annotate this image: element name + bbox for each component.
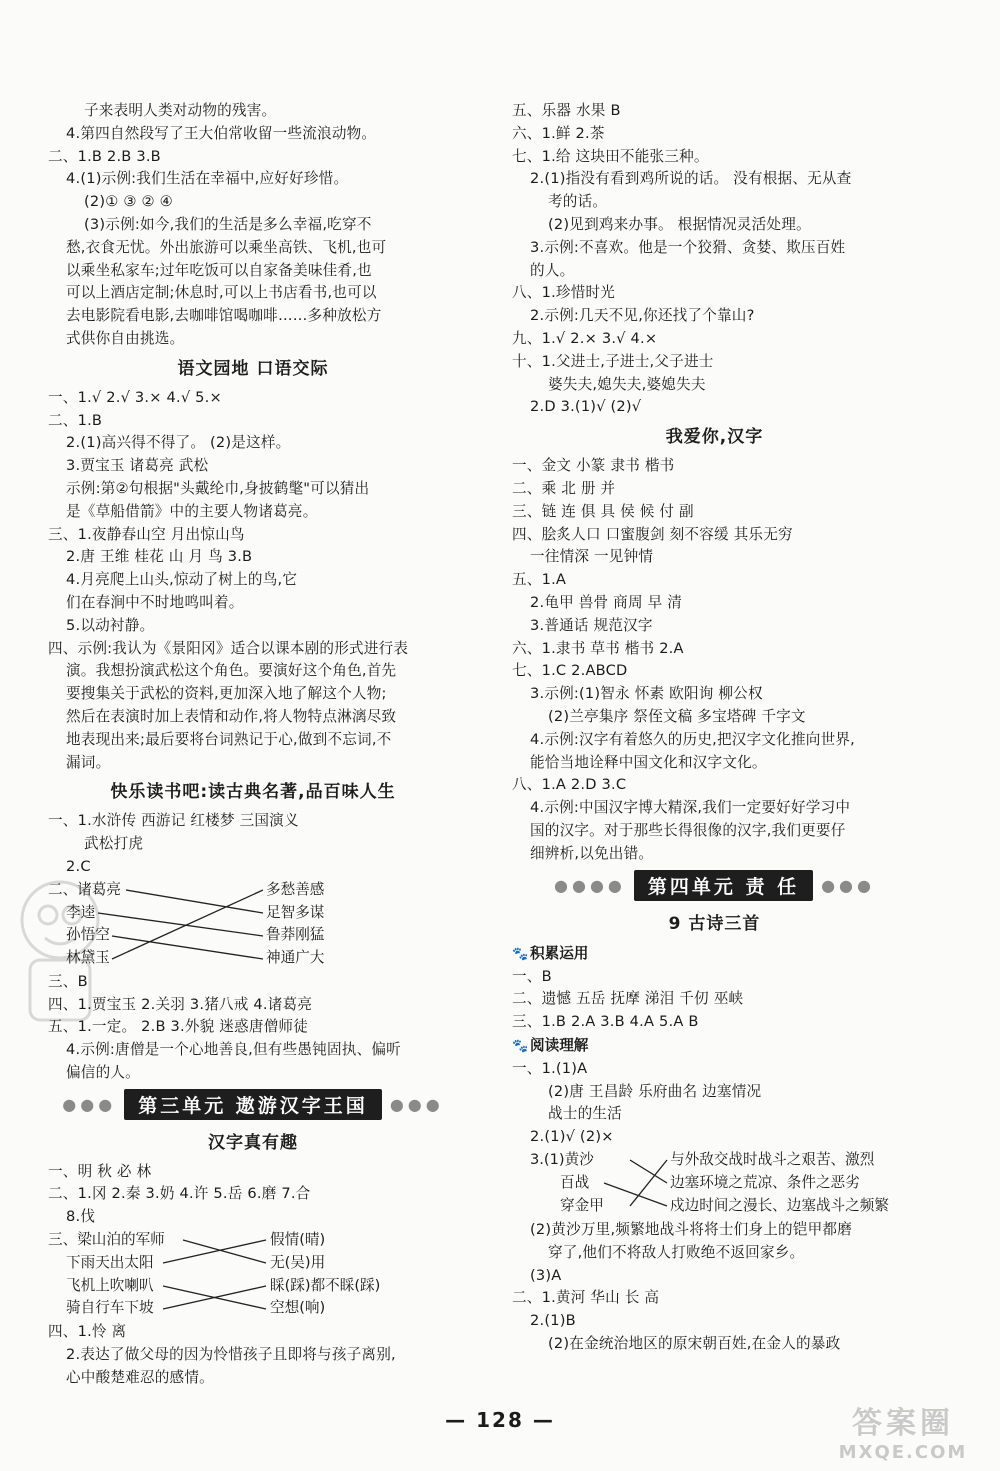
text-line: 4.示例:唐僧是一个心地善良,但有些愚钝固执、偏听 <box>66 1041 401 1059</box>
text-line: 2.龟甲 兽骨 商周 早 清 <box>530 593 683 611</box>
text-line: 穿了,他们不将敌人打败绝不返回家乡。 <box>548 1243 805 1261</box>
match-right: 神通广大 <box>266 949 325 967</box>
match-right: 假情(晴) <box>270 1231 326 1249</box>
left-column <box>48 100 458 1389</box>
match-left: 李逵 <box>66 903 96 921</box>
watermark <box>828 1398 978 1463</box>
text-line: 2.(1)指没有看到鸡所说的话。 没有根据、无从查 <box>530 170 852 188</box>
matching-exercise <box>48 879 458 971</box>
match-left: 穿金甲 <box>560 1196 604 1214</box>
match-row <box>512 1149 917 1172</box>
matching-exercise <box>512 1149 917 1219</box>
text-line: 五、1.A <box>512 571 567 589</box>
text-line: 二、1.B <box>48 411 103 429</box>
text-line: 3.示例:不喜欢。他是一个狡猾、贪婪、欺压百姓 <box>530 238 846 256</box>
match-row <box>48 1297 458 1320</box>
text-line: 二、1.B 2.B 3.B <box>48 147 161 165</box>
text-line: 的人。 <box>530 261 575 279</box>
text-line: 8.伐 <box>66 1208 96 1226</box>
read-block <box>512 1058 917 1356</box>
text-line: 去电影院看电影,去咖啡馆喝咖啡……多种放松方 <box>66 307 382 325</box>
text-line: 四、1.怜 离 <box>48 1323 127 1341</box>
text-line: (2)兰亭集序 祭侄文稿 多宝塔碑 千字文 <box>548 707 806 725</box>
text-line: 4.示例:中国汉字博大精深,我们一定要好好学习中 <box>530 799 851 817</box>
text-line: 二、1.黄河 华山 长 高 <box>512 1289 660 1307</box>
text-line: 2.(1)√ (2)× <box>530 1128 614 1146</box>
text-line: (2)唐 王昌龄 乐府曲名 边塞情况 <box>548 1082 762 1100</box>
text-line: 要搜集关于武松的资料,更加深入地了解这个人物; <box>66 685 387 703</box>
match-row <box>48 1275 458 1298</box>
paw-icon: 🐾 <box>512 1038 529 1054</box>
text-line: 三、1.B 2.A 3.B 4.A 5.A B <box>512 1013 699 1031</box>
text-line: 十、1.父进士,子进士,父子进士 <box>512 352 714 370</box>
garden-block <box>48 387 458 775</box>
text-line: 4.第四自然段写了王大伯常收留一些流浪动物。 <box>66 124 377 142</box>
text-line: 4.示例:汉字有着悠久的历史,把汉字文化推向世界, <box>530 730 855 748</box>
paw-icon: 🐾 <box>512 946 529 962</box>
text-line: 一、明 秋 必 林 <box>48 1162 152 1180</box>
unit-banner-3 <box>48 1085 458 1125</box>
match-left: 下雨天出太阳 <box>66 1253 154 1271</box>
text-line: 三、1.夜静春山空 月出惊山鸟 <box>48 525 245 543</box>
text-line: 2.D 3.(1)√ (2)√ <box>530 398 642 416</box>
match-row <box>48 1229 458 1252</box>
text-line: 三、B <box>48 972 88 990</box>
dots-decoration: ●●● <box>62 1095 117 1115</box>
love-block <box>512 455 917 865</box>
text-line: 愁,衣食无忧。外出旅游可以乘坐高铁、飞机,也可 <box>66 238 387 256</box>
dots-decoration: ●●● <box>389 1095 444 1115</box>
text-line: 一、1.√ 2.√ 3.× 4.√ 5.× <box>48 388 222 406</box>
unit-banner-4 <box>512 866 917 906</box>
match-left: 林黛玉 <box>66 949 110 967</box>
text-line: 一、1.(1)A <box>512 1059 588 1077</box>
text-line: 漏词。 <box>66 753 111 771</box>
text-line: 一、B <box>512 967 552 985</box>
text-line: 3.普通话 规范汉字 <box>530 616 653 634</box>
match-row <box>512 1172 917 1195</box>
match-left: 飞机上吹喇叭 <box>66 1276 154 1294</box>
text-line: (3)示例:如今,我们的生活是多么幸福,吃穿不 <box>84 215 372 233</box>
match-right: 足智多谋 <box>266 903 325 921</box>
text-line: 武松打虎 <box>84 835 144 853</box>
text-line: 偏信的人。 <box>66 1063 140 1081</box>
text-line: 婆失夫,媳失夫,婆媳失夫 <box>548 375 706 393</box>
text-line: 然后在表演时加上表情和动作,将人物特点淋漓尽致 <box>66 707 397 725</box>
subsection-reading <box>512 1034 917 1058</box>
text-line: 六、1.隶书 草书 楷书 2.A <box>512 639 684 657</box>
text-line: 可以上酒店定制;休息时,可以上书店看书,也可以 <box>66 284 377 302</box>
text-line: 八、1.A 2.D 3.C <box>512 776 627 794</box>
text-line: 们在春涧中不时地鸣叫着。 <box>66 593 244 611</box>
text-line: 二、乘 北 册 并 <box>512 479 616 497</box>
section-title-reading: 快乐读书吧:读古典名著,品百味人生 <box>110 782 396 803</box>
dots-decoration: ●●●● <box>554 876 626 895</box>
intro-block <box>48 100 458 351</box>
accum-block <box>512 966 917 1034</box>
text-line: 2.(1)高兴得不得了。 (2)是这样。 <box>66 434 291 452</box>
text-line: 三、链 连 俱 具 侯 候 付 副 <box>512 502 694 520</box>
text-line: 考的话。 <box>548 193 608 211</box>
text-line: 2.C <box>66 857 91 875</box>
text-line: (2)① ③ ② ④ <box>84 193 173 211</box>
match-left: 骑自行车下坡 <box>66 1299 154 1317</box>
unit-title: 第四单元 责 任 <box>634 870 813 901</box>
text-line: 能恰当地诠释中国文化和汉字文化。 <box>530 753 767 771</box>
text-line: 四、脍炙人口 口蜜腹剑 刻不容缓 其乐无穷 <box>512 525 793 543</box>
text-line: 细辨析,以免出错。 <box>530 844 654 862</box>
match-row <box>48 924 458 947</box>
subsection-accumulation <box>512 942 917 966</box>
text-line: 战士的生活 <box>548 1105 622 1123</box>
text-line: 地表现出来;最后要将台词熟记于心,做到不忘词,不 <box>66 730 392 748</box>
text-line: 3.示例:(1)智永 怀素 欧阳询 柳公权 <box>530 685 763 703</box>
text-line: 是《草船借箭》中的主要人物诸葛亮。 <box>66 502 318 520</box>
match-row <box>48 902 458 925</box>
section-title-garden: 语文园地 口语交际 <box>177 358 329 379</box>
text-line: 五、1.一定。 2.B 3.外貌 迷惑唐僧师徒 <box>48 1018 309 1036</box>
text-line: (2)见到鸡来办事。 根据情况灵活处理。 <box>548 215 811 233</box>
text-line: 式供你自由挑选。 <box>66 329 185 347</box>
unit-title: 第三单元 遨游汉字王国 <box>124 1089 382 1120</box>
match-right: 多愁善感 <box>266 880 325 898</box>
text-line: 4.(1)示例:我们生活在幸福中,应好好珍惜。 <box>66 170 349 188</box>
watermark-url: MXQE.COM <box>838 1442 968 1463</box>
top-block <box>512 100 917 419</box>
text-line: 一、金文 小篆 隶书 楷书 <box>512 457 675 475</box>
page-number: — 128 — <box>445 1408 555 1432</box>
match-left: 3.(1)黄沙 <box>530 1151 594 1169</box>
match-right: 空想(响) <box>270 1299 326 1317</box>
match-left: 三、梁山泊的军师 <box>48 1231 165 1249</box>
match-left: 二、诸葛亮 <box>48 880 121 898</box>
section-title-hanzi: 汉字真有趣 <box>208 1132 298 1153</box>
text-line: 二、遗憾 五岳 抚摩 涕泪 千仞 巫峡 <box>512 990 744 1008</box>
text-line: 3.贾宝玉 诸葛亮 武松 <box>66 457 209 475</box>
match-right: 鲁莽刚猛 <box>266 926 325 944</box>
match-row <box>48 879 458 902</box>
text-line: 六、1.鲜 2.茶 <box>512 124 605 142</box>
section-title-love: 我爱你,汉字 <box>665 427 764 448</box>
reading-block <box>48 810 458 1084</box>
text-line: 示例:第②句根据"头戴纶巾,身披鹤氅"可以猜出 <box>66 479 370 497</box>
text-line: 国的汉字。对于那些长得很像的汉字,我们更要仔 <box>530 821 846 839</box>
match-row <box>48 1252 458 1275</box>
text-line: 七、1.给 这块田不能张三种。 <box>512 147 709 165</box>
text-line: 演。我想扮演武松这个角色。要演好这个角色,首先 <box>66 662 397 680</box>
text-line: (2)黄沙万里,频繁地战斗将将士们身上的铠甲都磨 <box>530 1221 852 1239</box>
text-line: 一、1.水浒传 西游记 红楼梦 三国演义 <box>48 812 299 830</box>
match-right: 睬(踩)都不睬(踩) <box>270 1276 381 1294</box>
text-line: 四、1.贾宝玉 2.关羽 3.猪八戒 4.诸葛亮 <box>48 995 313 1013</box>
text-line: 2.表达了做父母的因为怜惜孩子且即将与孩子离别, <box>66 1345 396 1363</box>
text-line: 九、1.√ 2.× 3.√ 4.× <box>512 329 658 347</box>
text-line: (2)在金统治地区的原宋朝百姓,在金人的暴政 <box>548 1335 841 1353</box>
match-left: 孙悟空 <box>66 926 110 944</box>
subsection-label: 阅读理解 <box>530 1036 589 1054</box>
match-left: 百战 <box>560 1173 590 1191</box>
text-line: 2.示例:几天不见,你还找了个靠山? <box>530 307 755 325</box>
match-row <box>512 1195 917 1218</box>
watermark-logo: 答案圈 <box>852 1406 954 1441</box>
text-line: 2.(1)B <box>530 1312 576 1330</box>
match-right: 边塞环境之荒凉、条件之恶劣 <box>670 1173 860 1191</box>
match-right: 无(吴)用 <box>270 1253 326 1271</box>
hanzi-block <box>48 1161 458 1390</box>
text-line: 5.以动衬静。 <box>66 616 155 634</box>
matching-exercise <box>48 1229 458 1321</box>
text-line: 五、乐器 水果 B <box>512 102 621 119</box>
text-line: 一往情深 一见钟情 <box>530 548 654 566</box>
text-line: 二、1.冈 2.秦 3.奶 4.许 5.岳 6.磨 7.合 <box>48 1185 311 1203</box>
right-column <box>512 100 917 1356</box>
dots-decoration: ●●● <box>821 876 875 895</box>
text-line: 八、1.珍惜时光 <box>512 284 616 302</box>
text-line: 4.月亮爬上山头,惊动了树上的鸟,它 <box>66 571 298 589</box>
text-line: (3)A <box>530 1266 562 1284</box>
text-line: 以乘坐私家车;过年吃饭可以自家备美味佳肴,也 <box>66 261 372 279</box>
match-right: 与外敌交战时战斗之艰苦、激烈 <box>670 1151 875 1169</box>
text-line: 七、1.C 2.ABCD <box>512 662 628 680</box>
match-right: 戍边时间之漫长、边塞战斗之频繁 <box>670 1196 889 1214</box>
text-line: 心中酸楚难忍的感情。 <box>66 1368 214 1386</box>
text-line: 四、示例:我认为《景阳冈》适合以课本剧的形式进行表 <box>48 639 409 657</box>
subsection-label: 积累运用 <box>530 944 589 962</box>
text-line: 子来表明人类对动物的残害。 <box>84 102 277 119</box>
match-row <box>48 947 458 970</box>
section-title-poems: 9 古诗三首 <box>668 913 761 934</box>
text-line: 2.唐 王维 桂花 山 月 鸟 3.B <box>66 548 253 566</box>
